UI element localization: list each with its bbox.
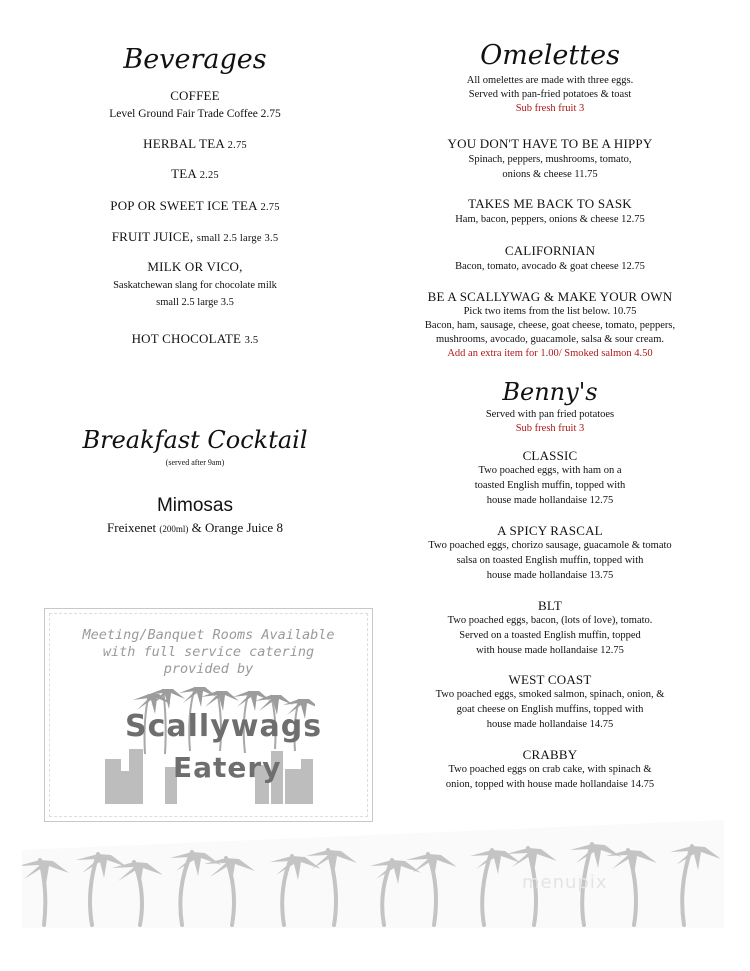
omelettes-heading: Omelettes bbox=[480, 40, 620, 71]
omelette-hippy-d2: onions & cheese 11.75 bbox=[502, 169, 598, 180]
palm-trees-icon bbox=[22, 820, 724, 928]
benny-spicy-d3: house made hollandaise 13.75 bbox=[486, 570, 614, 581]
menu-item-coffee-desc: Level Ground Fair Trade Coffee 2.75 bbox=[109, 108, 281, 120]
menu-item-herbal-tea bbox=[60, 136, 330, 152]
benny-crabby-name: CRABBY bbox=[522, 747, 578, 762]
omelette-californian-d1: Bacon, tomato, avocado & goat cheese 12.75 bbox=[455, 261, 645, 272]
menu-item-milk-desc1: Saskatchewan slang for chocolate milk bbox=[113, 280, 277, 291]
menu-item-hot-chocolate bbox=[60, 331, 330, 347]
omelette-sask-d1: Ham, bacon, peppers, onions & cheese 12.75 bbox=[455, 214, 645, 225]
mimosas-desc-b: (200ml) bbox=[159, 524, 189, 534]
item-name: HERBAL TEA bbox=[143, 136, 225, 151]
benny-westcoast-d1: Two poached eggs, smoked salmon, spinach, onion, & bbox=[435, 689, 665, 700]
scallywags-logo bbox=[105, 679, 323, 804]
benny-spicy-d1: Two poached eggs, chorizo sausage, guacamole & tomato bbox=[428, 540, 672, 551]
benny-crabby-d2: onion, topped with house made hollandaise 14.75 bbox=[445, 779, 655, 790]
logo-text-eatery: Eatery bbox=[173, 751, 282, 784]
benny-classic-d2: toasted English muffin, topped with bbox=[474, 480, 626, 491]
menu-item-tea bbox=[60, 166, 330, 182]
benny-westcoast-d2: goat cheese on English muffins, topped with bbox=[456, 704, 644, 715]
benny-spicy-name: A SPICY RASCAL bbox=[497, 523, 603, 538]
omelette-scallywag-d4: Add an extra item for 1.00/ Smoked salmon 4.50 bbox=[447, 348, 653, 359]
bennys-heading: Benny's bbox=[502, 378, 598, 406]
item-price: 2.75 bbox=[227, 140, 247, 151]
benny-blt-name: BLT bbox=[538, 598, 562, 613]
item-price: 3.5 bbox=[244, 335, 259, 346]
benny-blt-d3: with house made hollandaise 12.75 bbox=[476, 645, 624, 656]
palm-tree-footer bbox=[22, 820, 724, 928]
cocktail-heading: Breakfast Cocktail bbox=[82, 426, 308, 454]
menu-item-coffee-name: COFFEE bbox=[170, 88, 220, 103]
menu-item-fruit-juice bbox=[60, 229, 330, 245]
item-price: small 2.5 large 3.5 bbox=[196, 233, 279, 244]
benny-crabby-d1: Two poached eggs on crab cake, with spinach & bbox=[448, 764, 652, 775]
logo-text-scallywags: Scallywags bbox=[125, 709, 323, 744]
omelette-sask-name: TAKES ME BACK TO SASK bbox=[468, 196, 632, 211]
mimosas-desc-c: & Orange Juice 8 bbox=[188, 520, 283, 535]
omelette-hippy-name: YOU DON'T HAVE TO BE A HIPPY bbox=[447, 136, 653, 151]
omelettes-intro-2: Served with pan-fried potatoes & toast bbox=[468, 89, 632, 100]
bennys-intro-1: Served with pan fried potatoes bbox=[485, 409, 615, 420]
promo-line-1: Meeting/Banquet Rooms Available bbox=[82, 627, 335, 643]
mimosas-desc-a: Freixenet bbox=[107, 520, 160, 535]
menu-item-milk-desc2: small 2.5 large 3.5 bbox=[156, 297, 234, 308]
promo-line-3: provided by bbox=[163, 661, 254, 677]
omelette-hippy-d1: Spinach, peppers, mushrooms, tomato, bbox=[468, 154, 632, 165]
menu-item-milk-name: MILK OR VICO, bbox=[147, 259, 243, 274]
item-price: 2.75 bbox=[260, 202, 280, 213]
promo-line-2: with full service catering bbox=[102, 644, 315, 660]
item-name: POP OR SWEET ICE TEA bbox=[110, 198, 258, 213]
benny-classic-d3: house made hollandaise 12.75 bbox=[486, 495, 614, 506]
benny-classic-name: CLASSIC bbox=[522, 448, 578, 463]
benny-classic-d1: Two poached eggs, with ham on a bbox=[478, 465, 622, 476]
item-name: HOT CHOCOLATE bbox=[131, 331, 242, 346]
mimosas-desc bbox=[60, 520, 330, 536]
cocktail-note: (served after 9am) bbox=[165, 458, 225, 467]
omelette-californian-name: CALIFORNIAN bbox=[504, 243, 596, 258]
menu-item-pop bbox=[60, 198, 330, 214]
item-name: TEA bbox=[171, 166, 197, 181]
omelettes-intro-1: All omelettes are made with three eggs. bbox=[466, 75, 634, 86]
bennys-intro-2: Sub fresh fruit 3 bbox=[515, 423, 585, 434]
benny-westcoast-d3: house made hollandaise 14.75 bbox=[486, 719, 614, 730]
omelette-scallywag-name: BE A SCALLYWAG & MAKE YOUR OWN bbox=[427, 289, 673, 304]
beverages-heading: Beverages bbox=[123, 44, 267, 75]
item-price: 2.25 bbox=[199, 170, 219, 181]
item-name: FRUIT JUICE, bbox=[111, 229, 194, 244]
benny-spicy-d2: salsa on toasted English muffin, topped with bbox=[456, 555, 644, 566]
omelette-scallywag-d3: mushrooms, avocado, guacamole, salsa & sour cream. bbox=[435, 334, 665, 345]
omelette-scallywag-d1: Pick two items from the list below. 10.75 bbox=[463, 306, 637, 317]
benny-blt-d1: Two poached eggs, bacon, (lots of love), tomato. bbox=[447, 615, 653, 626]
menupix-watermark: menupix bbox=[522, 872, 608, 893]
banquet-promo-box bbox=[44, 608, 373, 822]
omelette-scallywag-d2: Bacon, ham, sausage, cheese, goat cheese, tomato, peppers, bbox=[424, 320, 676, 331]
benny-westcoast-name: WEST COAST bbox=[508, 672, 592, 687]
mimosas-name: Mimosas bbox=[156, 495, 233, 516]
benny-blt-d2: Served on a toasted English muffin, topped bbox=[459, 630, 641, 641]
omelettes-intro-3: Sub fresh fruit 3 bbox=[515, 103, 585, 114]
